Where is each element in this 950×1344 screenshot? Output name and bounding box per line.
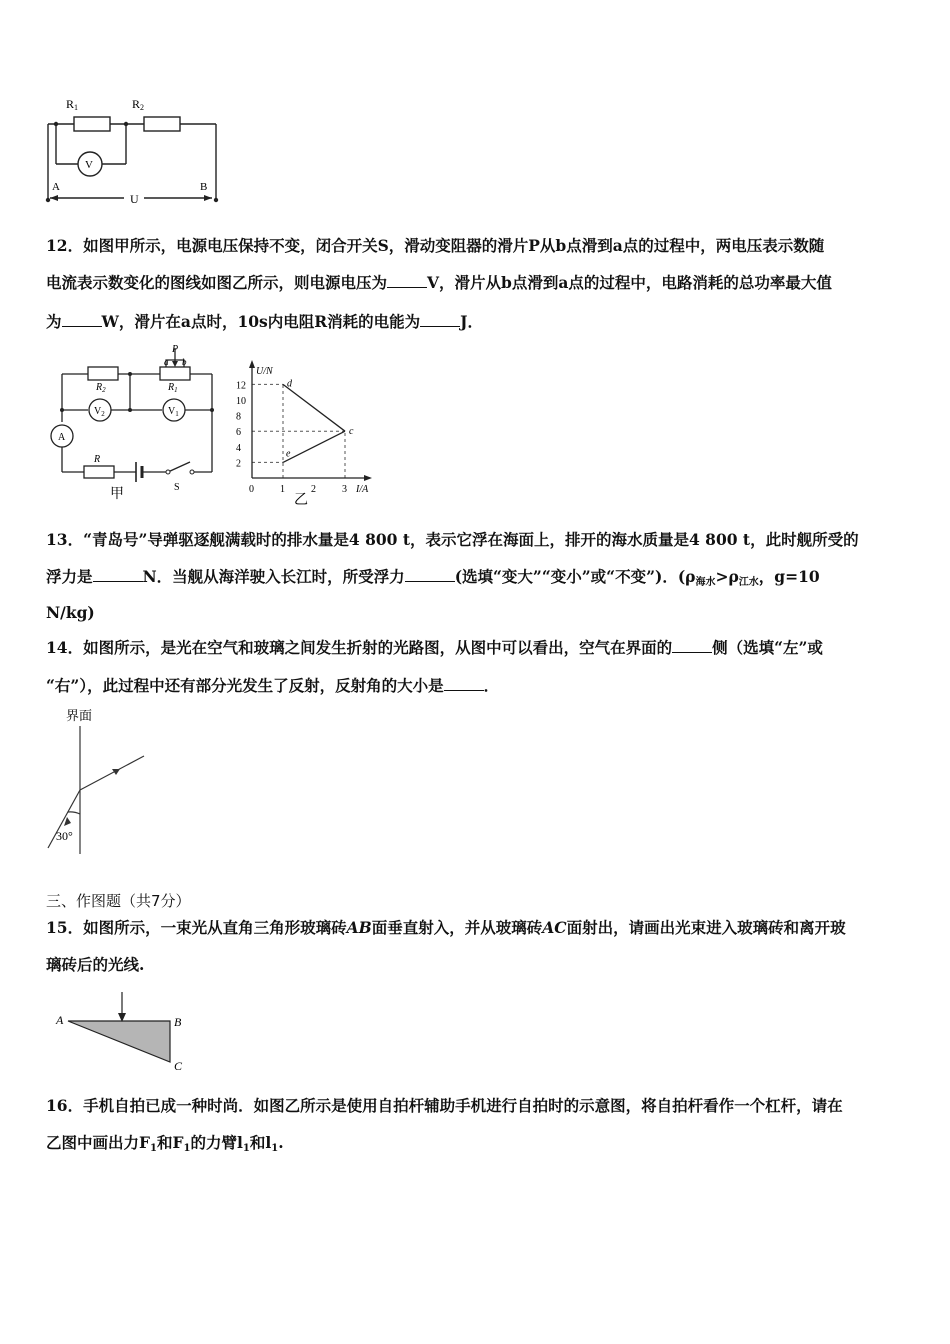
prism-triangle <box>68 1021 170 1062</box>
q14-line1: 14．如图所示，是光在空气和玻璃之间发生折射的光路图，从图中可以看出，空气在界面的 侧（选填“左”或 <box>46 638 823 657</box>
q12-line1: 12．如图甲所示，电源电压保持不变，闭合开关S，滑动变阻器的滑片P从b点滑到a点的过程中，两电压表示数随 <box>46 236 825 255</box>
fig11-u-label: U <box>130 192 139 206</box>
prism-b-label: B <box>174 1015 182 1029</box>
graph-y-tick-label: 2 <box>236 458 241 470</box>
fig11-a-label: A <box>52 181 60 193</box>
fig12-v1-label: $V_1$ <box>168 406 179 418</box>
fig11-voltmeter-label: V <box>85 159 93 171</box>
graph-y-tick-label: 6 <box>236 427 241 439</box>
q12-line2: 电流表示数变化的图线如图乙所示，则电源电压为 V，滑片从b点滑到a点的过程中，电路消耗的总功率最大值 <box>46 273 832 292</box>
fig12-a-label: a <box>164 357 169 367</box>
q15-line2: 璃砖后的光线. <box>46 955 145 974</box>
q12-blank-3[interactable] <box>420 312 460 327</box>
q14-line2: “右”），此过程中还有部分光发生了反射，反射角的大小是 ． <box>46 676 500 695</box>
prism-a-label: A <box>56 1013 64 1027</box>
q12-blank-2[interactable] <box>62 312 102 327</box>
q15-line1: 15．如图所示，一束光从直角三角形玻璃砖AB面垂直射入，并从玻璃砖AC面射出，请画出光束进入玻璃砖和离开玻 <box>46 918 846 937</box>
q13-blank-2[interactable] <box>405 567 455 582</box>
fig14-interface-label: 界面 <box>66 708 93 723</box>
fig11-b-label: B <box>200 181 208 193</box>
graph-line-v2 <box>283 431 345 462</box>
graph-y-tick-label: 12 <box>236 380 246 392</box>
fig14-refraction <box>40 702 160 862</box>
graph-x-tick-label: 1 <box>280 484 285 495</box>
fig11-r2-label: R2 <box>132 97 145 112</box>
fig12-graph-yi <box>228 344 380 509</box>
q16-line2: 乙图中画出力$F_1$和$F_1$的力臂$l_1$和$l_1$. <box>46 1133 284 1154</box>
q13-line3: N/kg) <box>46 603 95 622</box>
graph-x-axis-label: I/A <box>356 484 369 495</box>
graph-line-v1 <box>283 384 345 431</box>
graph-point-c-label: c <box>349 426 354 438</box>
graph-x-tick-label: 0 <box>249 484 254 495</box>
fig12-r2-label: $R_2$ <box>96 382 106 394</box>
q12-line3: 为 W，滑片在a点时，10s内电阻R消耗的电能为 J． <box>46 312 483 331</box>
fig12-yi-label: 乙 <box>294 493 308 508</box>
graph-point-e-label: e <box>286 448 291 460</box>
fig14-angle-label: 30° <box>56 829 73 843</box>
fig12-s-label: S <box>174 482 180 493</box>
q12-blank-1[interactable] <box>387 273 427 288</box>
section3-heading: 三、作图题（共7分） <box>46 892 191 910</box>
graph-point-d-label: d <box>287 378 292 390</box>
prism-c-label: C <box>174 1059 183 1073</box>
fig15-prism <box>48 986 198 1076</box>
graph-y-tick-label: 4 <box>236 442 241 454</box>
fig12-r1-label: $R_1$ <box>168 382 178 394</box>
graph-y-axis-label: U/N <box>256 366 273 377</box>
q13-blank-1[interactable] <box>93 567 143 582</box>
fig12-r-label: R <box>94 454 101 465</box>
q16-line1: 16．手机自拍已成一种时尚．如图乙所示是使用自拍杆辅助手机进行自拍时的示意图，将自拍杆看作一个杠杆，请在 <box>46 1096 843 1115</box>
fig12-v2-label: $V_2$ <box>94 406 105 418</box>
q14-blank-2[interactable] <box>444 676 484 691</box>
fig11-circuit <box>40 92 230 210</box>
graph-x-tick-label: 3 <box>342 484 347 495</box>
graph-x-tick-label: 2 <box>311 484 316 495</box>
q14-blank-1[interactable] <box>672 638 712 653</box>
fig12-circuit-jia <box>44 342 224 504</box>
q13-line2: 浮力是 N．当舰从海洋驶入长江时，所受浮力 (选填“变大”“变小”或“不变”)．($\rho_{海水}>\rho_{江水}$，g=10 <box>46 567 820 588</box>
fig12-ammeter-label: A <box>58 432 66 443</box>
q13-line1: 13．“青岛号”导弹驱逐舰满载时的排水量是4 800 t，表示它浮在海面上，排开的海水质量是4 800 t，此时舰所受的 <box>46 530 859 549</box>
fig11-r1-label: R1 <box>66 97 79 112</box>
graph-y-tick-label: 10 <box>236 396 246 407</box>
fig12-jia-label: 甲 <box>110 487 124 502</box>
graph-y-tick-label: 8 <box>236 411 241 423</box>
fig12-p-label: P <box>172 344 179 355</box>
fig12-b-label: b <box>182 357 187 367</box>
